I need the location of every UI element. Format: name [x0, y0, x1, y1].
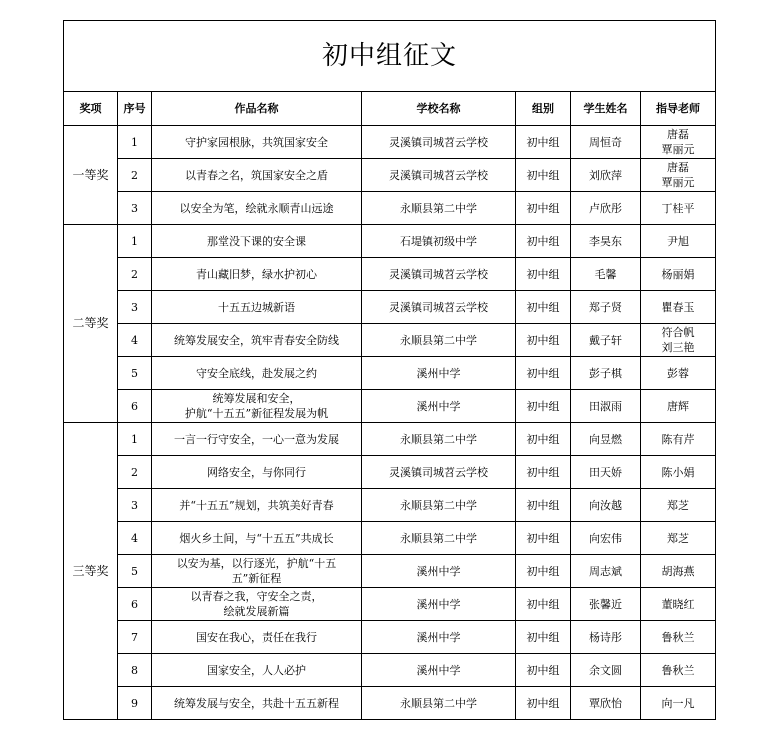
cell-group: 初中组 [516, 456, 571, 489]
header-no: 序号 [118, 92, 152, 126]
cell-school: 灵溪镇司城苕云学校 [362, 291, 516, 324]
cell-school: 永顺县第二中学 [362, 192, 516, 225]
cell-school: 溪州中学 [362, 357, 516, 390]
cell-school: 永顺县第二中学 [362, 522, 516, 555]
cell-student: 向昱燃 [571, 423, 641, 456]
cell-group: 初中组 [516, 555, 571, 588]
cell-group: 初中组 [516, 423, 571, 456]
cell-school: 溪州中学 [362, 654, 516, 687]
cell-teacher: 陈小娟 [641, 456, 716, 489]
cell-school: 永顺县第二中学 [362, 324, 516, 357]
cell-no: 6 [118, 390, 152, 423]
cell-group: 初中组 [516, 390, 571, 423]
cell-teacher: 鲁秋兰 [641, 621, 716, 654]
cell-no: 2 [118, 258, 152, 291]
cell-work: 青山藏旧梦，绿水护初心 [152, 258, 362, 291]
table-row [64, 489, 716, 522]
cell-group: 初中组 [516, 621, 571, 654]
cell-student: 郑子贤 [571, 291, 641, 324]
table-row [64, 192, 716, 225]
cell-no: 3 [118, 489, 152, 522]
cell-school: 灵溪镇司城苕云学校 [362, 126, 516, 159]
header-school: 学校名称 [362, 92, 516, 126]
cell-work: 国家安全，人人必护 [152, 654, 362, 687]
cell-work: 国安在我心，责任在我行 [152, 621, 362, 654]
cell-no: 5 [118, 555, 152, 588]
cell-no: 3 [118, 192, 152, 225]
cell-work: 守安全底线，赴发展之约 [152, 357, 362, 390]
cell-student: 卢欣彤 [571, 192, 641, 225]
cell-teacher: 丁桂平 [641, 192, 716, 225]
cell-school: 溪州中学 [362, 588, 516, 621]
cell-teacher: 胡海燕 [641, 555, 716, 588]
award-table [63, 20, 716, 720]
cell-no: 9 [118, 687, 152, 720]
cell-school: 灵溪镇司城苕云学校 [362, 159, 516, 192]
cell-teacher: 杨丽娟 [641, 258, 716, 291]
cell-group: 初中组 [516, 357, 571, 390]
cell-work: 以安全为笔，绘就永顺青山远途 [152, 192, 362, 225]
award-level-cell: 二等奖 [64, 225, 118, 423]
cell-teacher: 向一凡 [641, 687, 716, 720]
cell-student: 李昊东 [571, 225, 641, 258]
table-row [64, 687, 716, 720]
cell-no: 2 [118, 456, 152, 489]
cell-student: 向宏伟 [571, 522, 641, 555]
cell-student: 向汝越 [571, 489, 641, 522]
cell-school: 溪州中学 [362, 621, 516, 654]
cell-teacher: 瞿春玉 [641, 291, 716, 324]
cell-group: 初中组 [516, 522, 571, 555]
cell-work: 网络安全，与你同行 [152, 456, 362, 489]
cell-group: 初中组 [516, 258, 571, 291]
cell-group: 初中组 [516, 291, 571, 324]
table-row [64, 225, 716, 258]
cell-student: 毛馨 [571, 258, 641, 291]
table-row [64, 390, 716, 423]
cell-group: 初中组 [516, 225, 571, 258]
cell-no: 7 [118, 621, 152, 654]
cell-work: 那堂没下课的安全课 [152, 225, 362, 258]
cell-school: 灵溪镇司城苕云学校 [362, 258, 516, 291]
cell-student: 彭子棋 [571, 357, 641, 390]
table-row [64, 258, 716, 291]
cell-teacher: 郑芝 [641, 489, 716, 522]
header-award: 奖项 [64, 92, 118, 126]
table-row [64, 357, 716, 390]
cell-group: 初中组 [516, 687, 571, 720]
cell-student: 刘欣萍 [571, 159, 641, 192]
cell-student: 戴子轩 [571, 324, 641, 357]
cell-no: 2 [118, 159, 152, 192]
cell-no: 5 [118, 357, 152, 390]
header-group: 组别 [516, 92, 571, 126]
table-row [64, 126, 716, 159]
award-level-cell: 三等奖 [64, 423, 118, 720]
cell-school: 永顺县第二中学 [362, 687, 516, 720]
cell-no: 1 [118, 126, 152, 159]
table-row [64, 456, 716, 489]
cell-work: 守护家园根脉，共筑国家安全 [152, 126, 362, 159]
cell-teacher: 唐磊 覃丽元 [641, 126, 716, 159]
cell-student: 田淑雨 [571, 390, 641, 423]
cell-teacher: 郑芝 [641, 522, 716, 555]
cell-no: 6 [118, 588, 152, 621]
cell-group: 初中组 [516, 654, 571, 687]
table-row [64, 324, 716, 357]
cell-work: 一言一行守安全，一心一意为发展 [152, 423, 362, 456]
cell-teacher: 鲁秋兰 [641, 654, 716, 687]
cell-student: 张馨近 [571, 588, 641, 621]
cell-teacher: 董晓红 [641, 588, 716, 621]
cell-school: 永顺县第二中学 [362, 489, 516, 522]
cell-no: 4 [118, 522, 152, 555]
cell-group: 初中组 [516, 324, 571, 357]
cell-student: 田天娇 [571, 456, 641, 489]
cell-work: 烟火乡土间，与“十五五”共成长 [152, 522, 362, 555]
cell-work: 统筹发展与安全，共赴十五五新程 [152, 687, 362, 720]
table-row [64, 159, 716, 192]
cell-school: 永顺县第二中学 [362, 423, 516, 456]
table-row [64, 621, 716, 654]
table-row [64, 588, 716, 621]
header-teacher: 指导老师 [641, 92, 716, 126]
cell-work: 并“十五五”规划，共筑美好青春 [152, 489, 362, 522]
cell-student: 覃欣怡 [571, 687, 641, 720]
cell-school: 溪州中学 [362, 555, 516, 588]
table-row [64, 522, 716, 555]
cell-group: 初中组 [516, 159, 571, 192]
cell-teacher: 符合帆 刘三艳 [641, 324, 716, 357]
cell-work: 以安为基，以行逐光，护航“十五 五”新征程 [152, 555, 362, 588]
cell-student: 周恒奇 [571, 126, 641, 159]
cell-no: 8 [118, 654, 152, 687]
cell-work: 统筹发展和安全， 护航“十五五”新征程发展为帆 [152, 390, 362, 423]
cell-no: 1 [118, 423, 152, 456]
header-row [64, 92, 716, 126]
table-row [64, 555, 716, 588]
header-student: 学生姓名 [571, 92, 641, 126]
cell-work: 以青春之名，筑国家安全之盾 [152, 159, 362, 192]
cell-no: 4 [118, 324, 152, 357]
cell-group: 初中组 [516, 588, 571, 621]
cell-group: 初中组 [516, 489, 571, 522]
table-row [64, 654, 716, 687]
cell-group: 初中组 [516, 192, 571, 225]
cell-school: 溪州中学 [362, 390, 516, 423]
cell-student: 周志斌 [571, 555, 641, 588]
cell-school: 石堤镇初级中学 [362, 225, 516, 258]
table-row [64, 291, 716, 324]
cell-no: 3 [118, 291, 152, 324]
cell-work: 统筹发展安全，筑牢青春安全防线 [152, 324, 362, 357]
award-level-cell: 一等奖 [64, 126, 118, 225]
page-title: 初中组征文 [64, 21, 716, 92]
cell-teacher: 唐辉 [641, 390, 716, 423]
cell-work: 十五五边城新语 [152, 291, 362, 324]
cell-group: 初中组 [516, 126, 571, 159]
cell-school: 灵溪镇司城苕云学校 [362, 456, 516, 489]
header-work: 作品名称 [152, 92, 362, 126]
cell-student: 杨诗彤 [571, 621, 641, 654]
cell-teacher: 尹旭 [641, 225, 716, 258]
cell-student: 余文圆 [571, 654, 641, 687]
cell-work: 以青春之我，守安全之责， 绘就发展新篇 [152, 588, 362, 621]
table-row [64, 423, 716, 456]
cell-teacher: 彭蓉 [641, 357, 716, 390]
cell-teacher: 陈有芹 [641, 423, 716, 456]
cell-teacher: 唐磊 覃丽元 [641, 159, 716, 192]
cell-no: 1 [118, 225, 152, 258]
